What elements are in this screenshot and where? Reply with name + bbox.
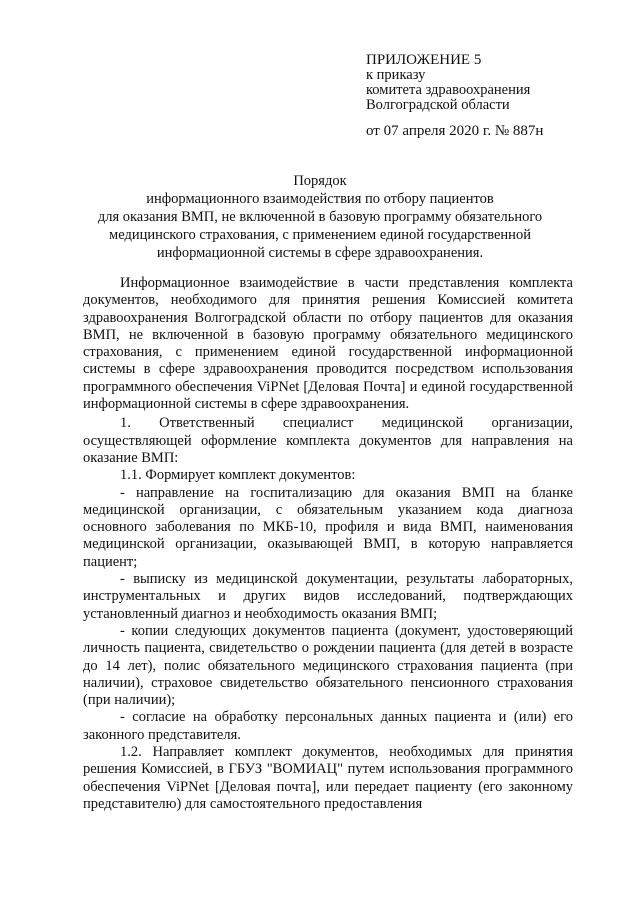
order-date-number: от 07 апреля 2020 г. № 887н	[366, 123, 544, 139]
list-item-extract: - выписку из медицинской документации, результаты лабораторных, инструментальных и других видов исследований, подтверждающих установленный диагноз и необходимость оказания ВМП;	[83, 571, 573, 622]
heading-line-2: информационного взаимодействия по отбору пациентов	[146, 191, 494, 207]
paragraph-item-1-1: 1.1. Формирует комплект документов:	[120, 467, 356, 484]
appendix-header	[366, 53, 530, 113]
paragraph-intro: Информационное взаимодействие в части представления комплекта документов, необходимого для принятия решения Комиссией комитета здравоохранения Волгоградской области по отбору пациентов для оказания ВМП, не включенной в базовую программу обязательного медицинского страхования, с применением единой государственной информационной системы в сфере здравоохранения проводится посредством использования программного обеспечения ViPNet [Деловая Почта] и единой государственной информационной системы в сфере здравоохранения.	[83, 275, 573, 413]
document-heading	[40, 172, 600, 262]
heading-line-4: медицинского страхования, с применением единой государственной	[109, 227, 531, 243]
appendix-line-region: Волгоградской области	[366, 97, 510, 113]
heading-line-5: информационной системы в сфере здравоохранения.	[156, 245, 484, 261]
heading-line-3: для оказания ВМП, не включенной в базовую программу обязательного	[97, 209, 543, 225]
appendix-line-order: к приказу	[366, 67, 426, 83]
list-item-referral: - направление на госпитализацию для оказания ВМП на бланке медицинской организации, с обязательным указанием кода диагноза основного заболевания по МКБ-10, профиля и вида ВМП, наименования медицинской организации, оказывающей ВМП, в которую направляется пациент;	[83, 484, 573, 570]
appendix-title: ПРИЛОЖЕНИЕ 5	[366, 52, 482, 68]
appendix-line-committee: комитета здравоохранения	[366, 82, 531, 98]
paragraph-item-1: 1. Ответственный специалист медицинской организации, осуществляющей оформление комплекта документов для направления на оказание ВМП:	[83, 415, 573, 466]
list-item-consent: - согласие на обработку персональных данных пациента и (или) его законного представителя.	[83, 709, 573, 743]
document-body	[83, 275, 573, 813]
heading-line-1: Порядок	[293, 173, 347, 189]
paragraph-item-1-2: 1.2. Направляет комплект документов, необходимых для принятия решения Комиссией, в ГБУЗ "ВОМИАЦ" путем использования программного обеспечения ViPNet [Деловая почта], или передает пациенту (его законному представителю) для самостоятельного предоставления	[83, 744, 573, 812]
list-item-copies: - копии следующих документов пациента (документ, удостоверяющий личность пациента, свидетельство о рождении пациента (для детей в возрасте до 14 лет), полис обязательного медицинского страхования пациента (при наличии), страховое свидетельство обязательного пенсионного страхования (при наличии);	[83, 622, 573, 709]
